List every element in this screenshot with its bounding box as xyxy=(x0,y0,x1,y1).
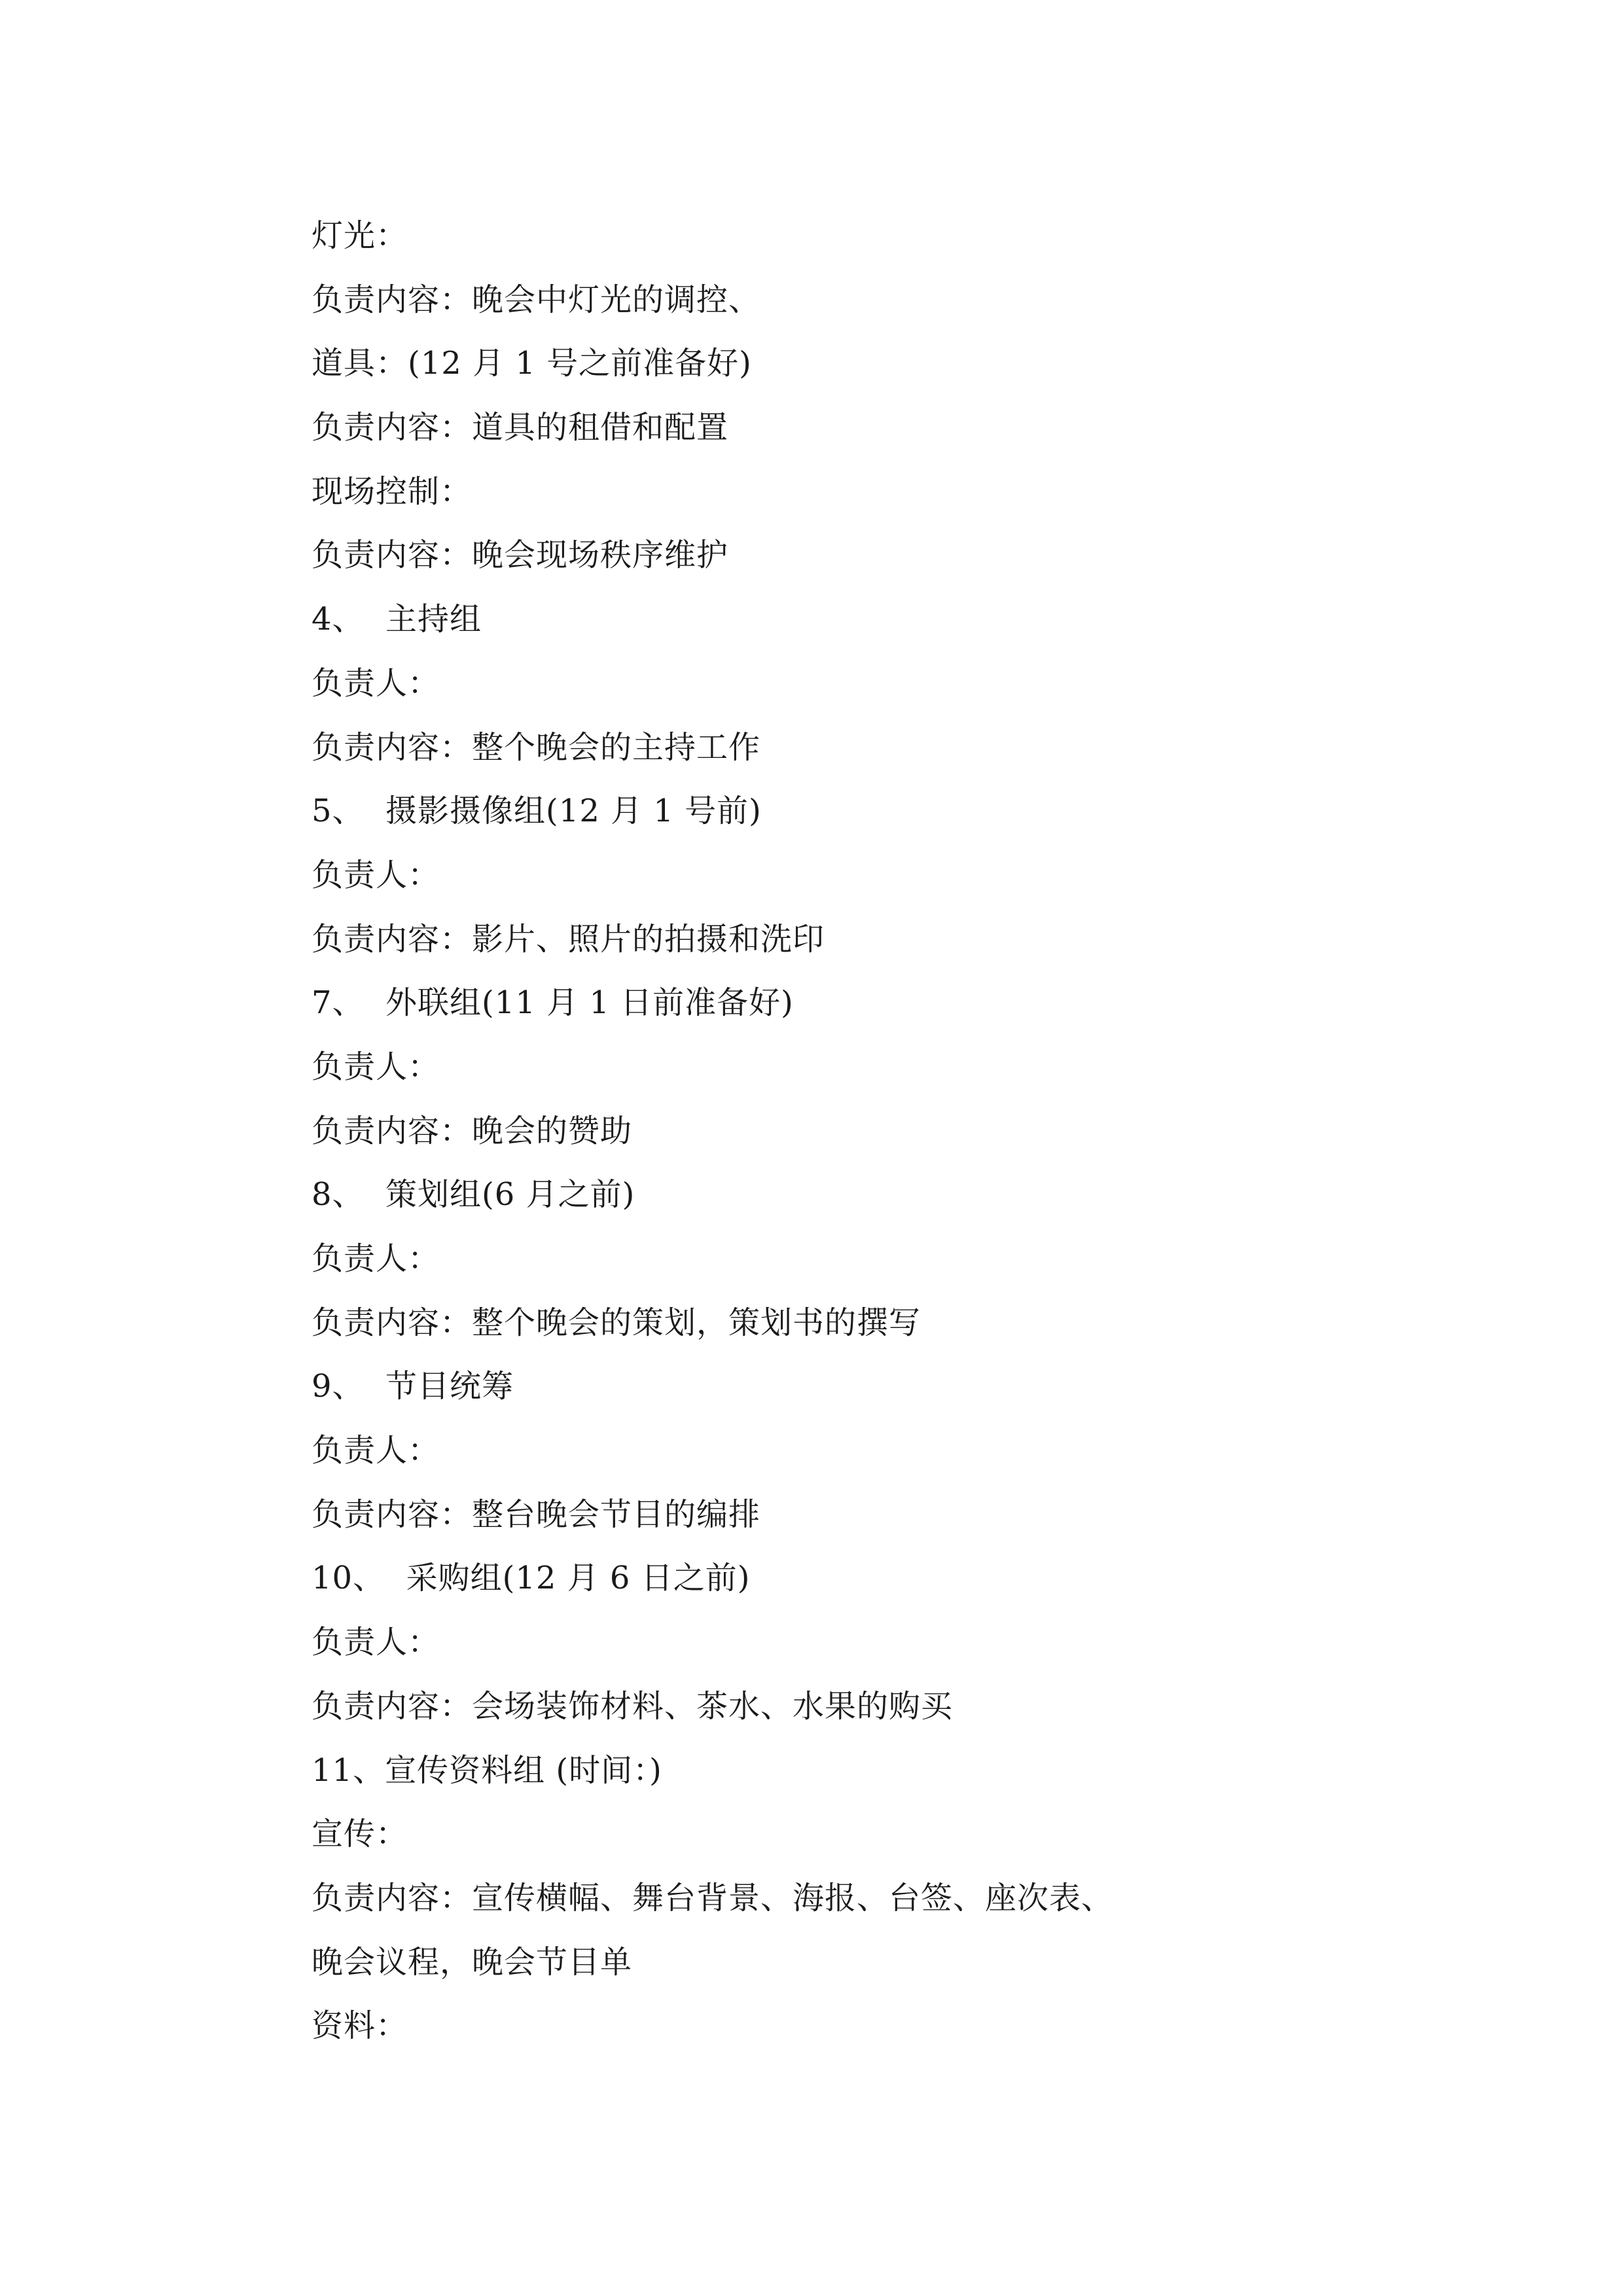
text-line: 负责人： xyxy=(312,1048,440,1085)
section-heading: 10、 采购组(12 月 6 日之前) xyxy=(312,1560,751,1597)
text-line: 道具：(12 月 1 号之前准备好) xyxy=(312,345,752,382)
text-line: 宣传： xyxy=(312,1816,408,1853)
text-line: 负责内容：晚会的赞助 xyxy=(312,1112,633,1149)
text-line: 负责人： xyxy=(312,856,440,893)
text-line: 资料： xyxy=(312,2007,408,2045)
section-heading: 8、 策划组(6 月之前) xyxy=(312,1176,635,1213)
text-line: 负责人： xyxy=(312,664,440,702)
section-heading: 4、 主持组 xyxy=(312,601,482,638)
document-body xyxy=(312,204,1346,2058)
text-line: 负责内容：晚会现场秩序维护 xyxy=(312,537,729,574)
text-line: 负责人： xyxy=(312,1432,440,1469)
section-heading: 11、宣传资料组 (时间：) xyxy=(312,1751,662,1789)
text-line: 灯光： xyxy=(312,217,408,254)
section-heading: 9、 节目统筹 xyxy=(312,1368,514,1405)
text-line: 负责内容：宣传横幅、舞台背景、海报、台签、座次表、 xyxy=(312,1879,1114,1916)
text-line: 负责内容：整台晚会节目的编排 xyxy=(312,1496,761,1533)
text-line: 现场控制： xyxy=(312,473,473,510)
text-line: 晚会议程，晚会节目单 xyxy=(312,1943,633,1981)
text-line: 负责人： xyxy=(312,1624,440,1661)
text-line: 负责人： xyxy=(312,1240,440,1277)
text-line: 负责内容：整个晚会的策划，策划书的撰写 xyxy=(312,1304,921,1341)
text-line: 负责内容：整个晚会的主持工作 xyxy=(312,728,761,766)
text-line: 负责内容：影片、照片的拍摄和洗印 xyxy=(312,920,825,958)
section-heading: 5、 摄影摄像组(12 月 1 号前) xyxy=(312,793,762,830)
text-line: 负责内容：会场装饰材料、茶水、水果的购买 xyxy=(312,1687,954,1725)
text-line: 负责内容：晚会中灯光的调控、 xyxy=(312,281,761,318)
text-line: 负责内容：道具的租借和配置 xyxy=(312,409,729,446)
section-heading: 7、 外联组(11 月 1 日前准备好) xyxy=(312,984,794,1022)
